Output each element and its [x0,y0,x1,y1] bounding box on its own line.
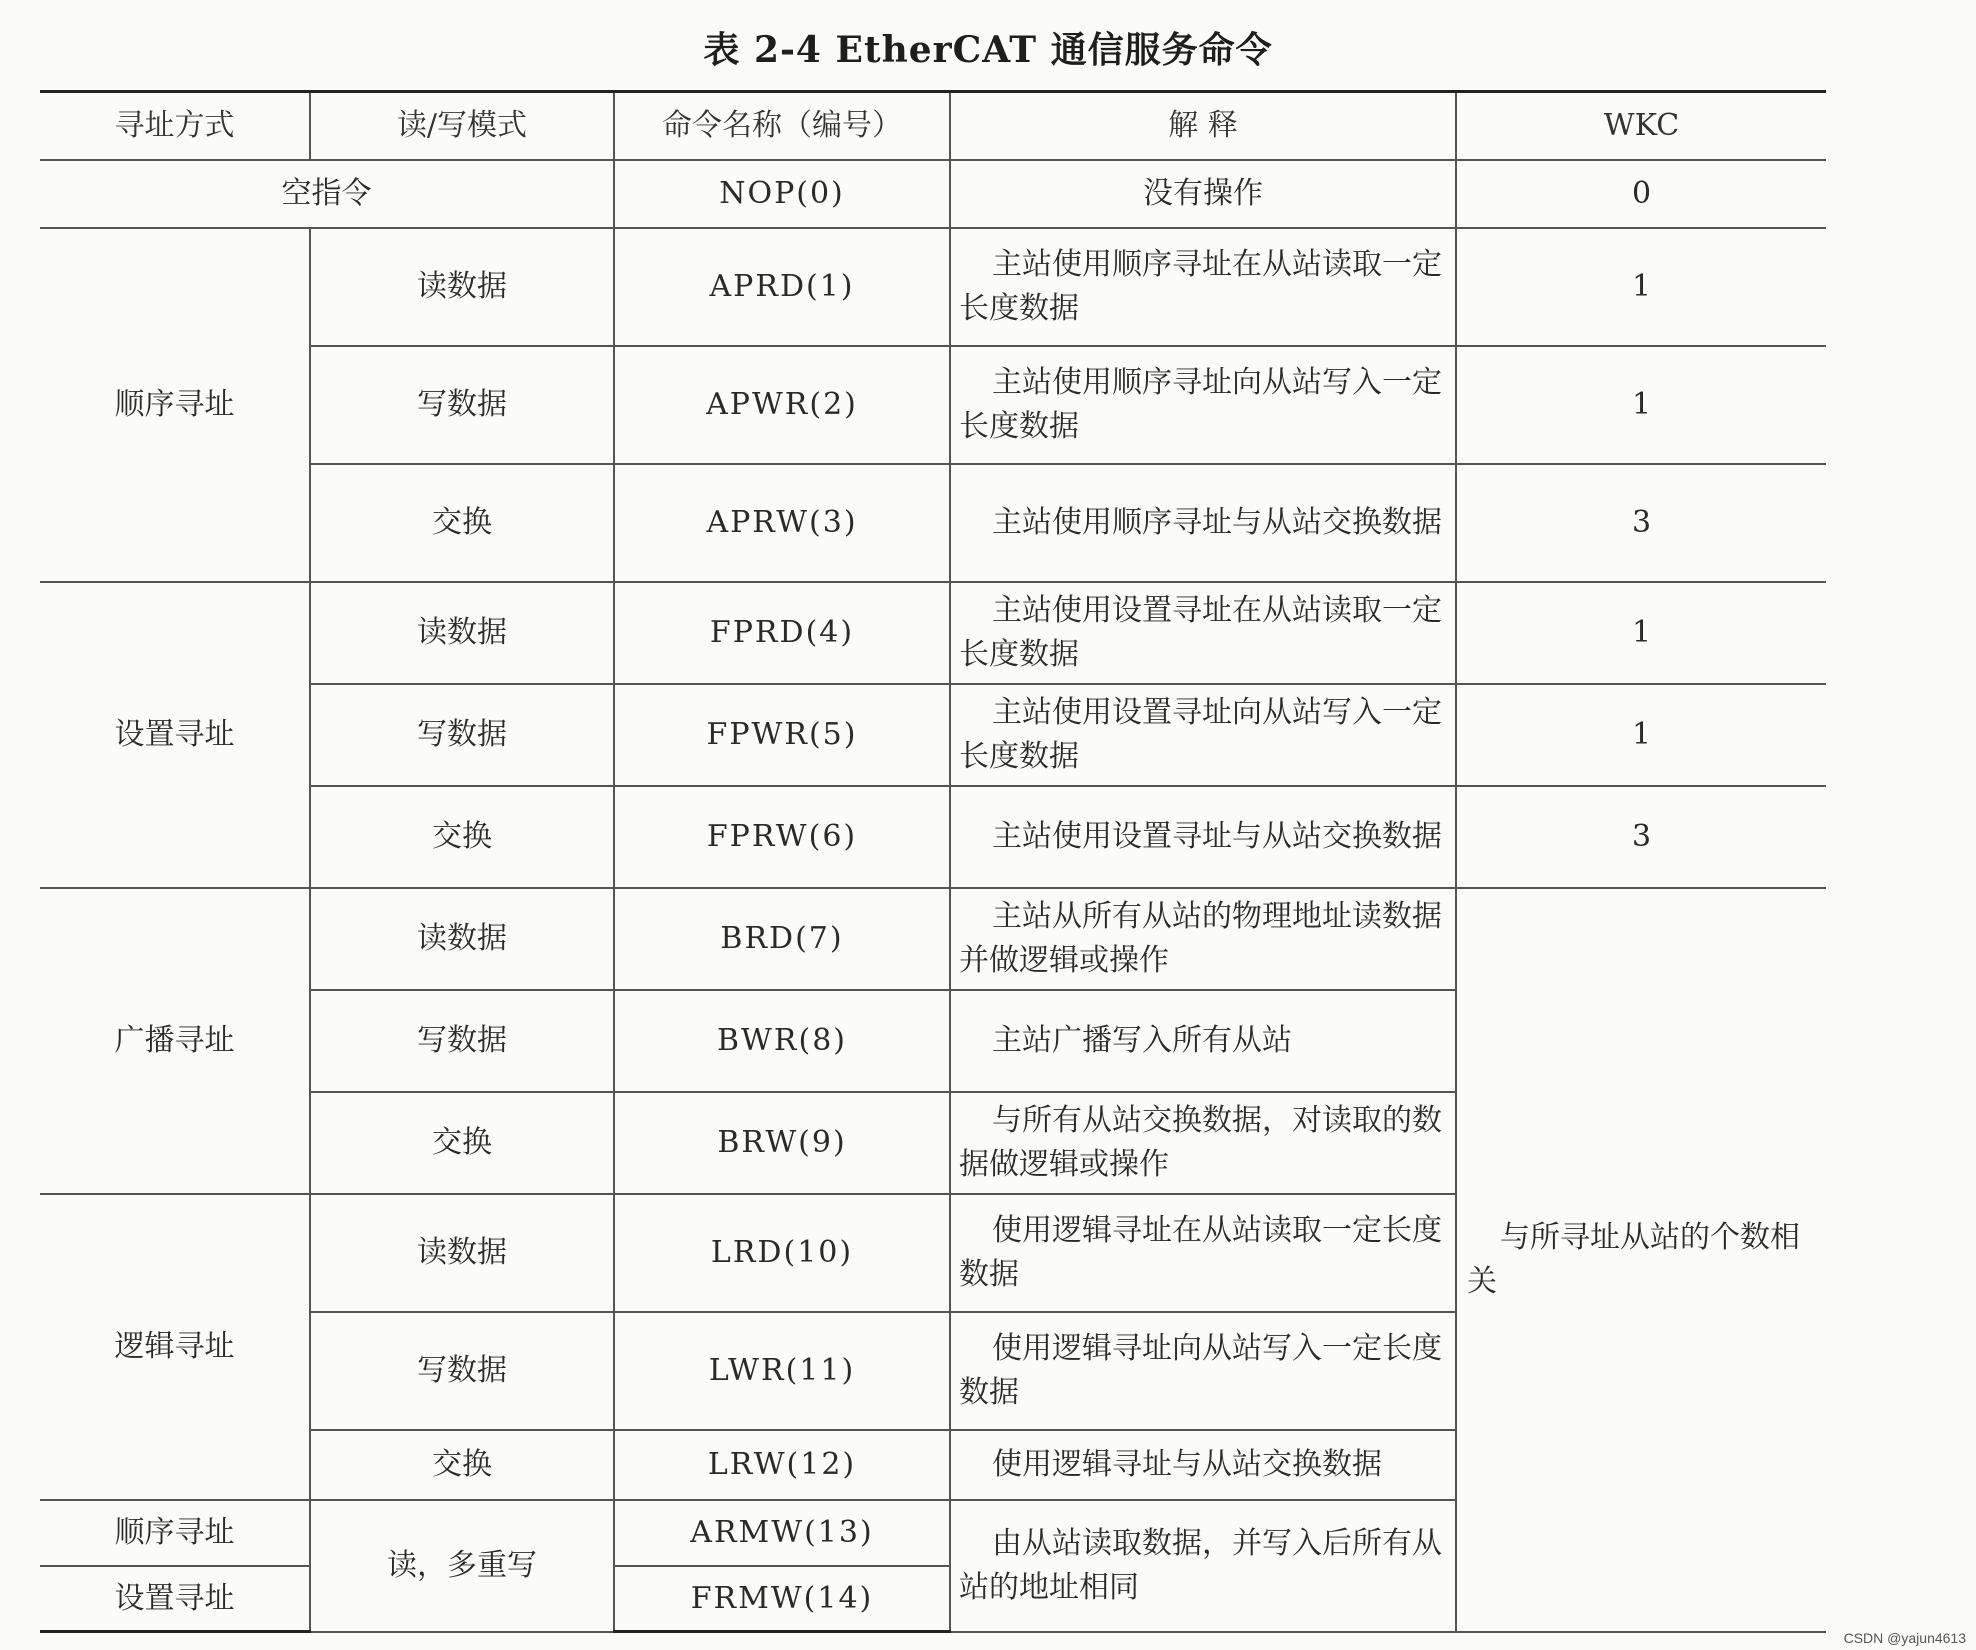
command-explanation: 没有操作 [950,160,1456,228]
table-row [40,888,1826,990]
addressing-group: 设置寻址 [40,1566,310,1632]
nop-label: 空指令 [40,160,614,228]
header-addressing: 寻址方式 [40,92,310,160]
table-row [40,582,1826,684]
header-explanation: 解 释 [950,92,1456,160]
rw-mode: 交换 [310,1430,614,1500]
table-row [40,160,1826,228]
command-name: LRD(10) [614,1194,950,1312]
command-name: APWR(2) [614,346,950,464]
rw-mode: 写数据 [310,1312,614,1430]
command-name: FPRD(4) [614,582,950,684]
command-name: LRW(12) [614,1430,950,1500]
header-rw-mode: 读/写模式 [310,92,614,160]
addressing-group: 逻辑寻址 [40,1194,310,1500]
command-explanation: 主站从所有从站的物理地址读数据并做逻辑或操作 [950,888,1456,990]
command-explanation: 主站使用顺序寻址在从站读取一定长度数据 [950,228,1456,346]
wkc-value: 3 [1456,786,1826,888]
table-row [40,228,1826,346]
rw-mode: 读数据 [310,228,614,346]
rw-mode: 读，多重写 [310,1500,614,1632]
command-explanation: 由从站读取数据，并写入后所有从站的地址相同 [950,1500,1456,1632]
rw-mode: 交换 [310,1092,614,1194]
command-name: BRD(7) [614,888,950,990]
rw-mode: 写数据 [310,346,614,464]
addressing-group: 顺序寻址 [40,228,310,582]
rw-mode: 读数据 [310,582,614,684]
watermark: CSDN @yajun4613 [1843,1630,1966,1646]
command-explanation: 使用逻辑寻址向从站写入一定长度数据 [950,1312,1456,1430]
command-name: LWR(11) [614,1312,950,1430]
header-wkc: WKC [1456,92,1826,160]
ethercat-command-table [40,90,1826,1633]
wkc-value: 1 [1456,582,1826,684]
command-name: BWR(8) [614,990,950,1092]
command-name: FRMW(14) [614,1566,950,1632]
command-name: BRW(9) [614,1092,950,1194]
wkc-value: 1 [1456,228,1826,346]
command-explanation: 主站使用设置寻址在从站读取一定长度数据 [950,582,1456,684]
rw-mode: 写数据 [310,990,614,1092]
addressing-group: 顺序寻址 [40,1500,310,1566]
table-caption: 表 2-4 EtherCAT 通信服务命令 [703,29,1273,71]
command-explanation: 主站使用设置寻址向从站写入一定长度数据 [950,684,1456,786]
wkc-value: 1 [1456,346,1826,464]
command-name: APRD(1) [614,228,950,346]
rw-mode: 交换 [310,464,614,582]
wkc-variable: 与所寻址从站的个数相关 [1456,888,1826,1632]
command-explanation: 主站使用顺序寻址与从站交换数据 [950,464,1456,582]
command-explanation: 主站使用顺序寻址向从站写入一定长度数据 [950,346,1456,464]
wkc-value: 3 [1456,464,1826,582]
command-name: FPRW(6) [614,786,950,888]
header-row [40,92,1826,160]
command-name: ARMW(13) [614,1500,950,1566]
rw-mode: 交换 [310,786,614,888]
wkc-value: 0 [1456,160,1826,228]
command-explanation: 使用逻辑寻址在从站读取一定长度数据 [950,1194,1456,1312]
command-name: APRW(3) [614,464,950,582]
command-explanation: 与所有从站交换数据，对读取的数据做逻辑或操作 [950,1092,1456,1194]
rw-mode: 读数据 [310,888,614,990]
addressing-group: 设置寻址 [40,582,310,888]
command-name: FPWR(5) [614,684,950,786]
command-name: NOP(0) [614,160,950,228]
rw-mode: 读数据 [310,1194,614,1312]
command-explanation: 使用逻辑寻址与从站交换数据 [950,1430,1456,1500]
addressing-group: 广播寻址 [40,888,310,1194]
wkc-value: 1 [1456,684,1826,786]
rw-mode: 写数据 [310,684,614,786]
command-explanation: 主站使用设置寻址与从站交换数据 [950,786,1456,888]
header-command: 命令名称（编号） [614,92,950,160]
command-explanation: 主站广播写入所有从站 [950,990,1456,1092]
